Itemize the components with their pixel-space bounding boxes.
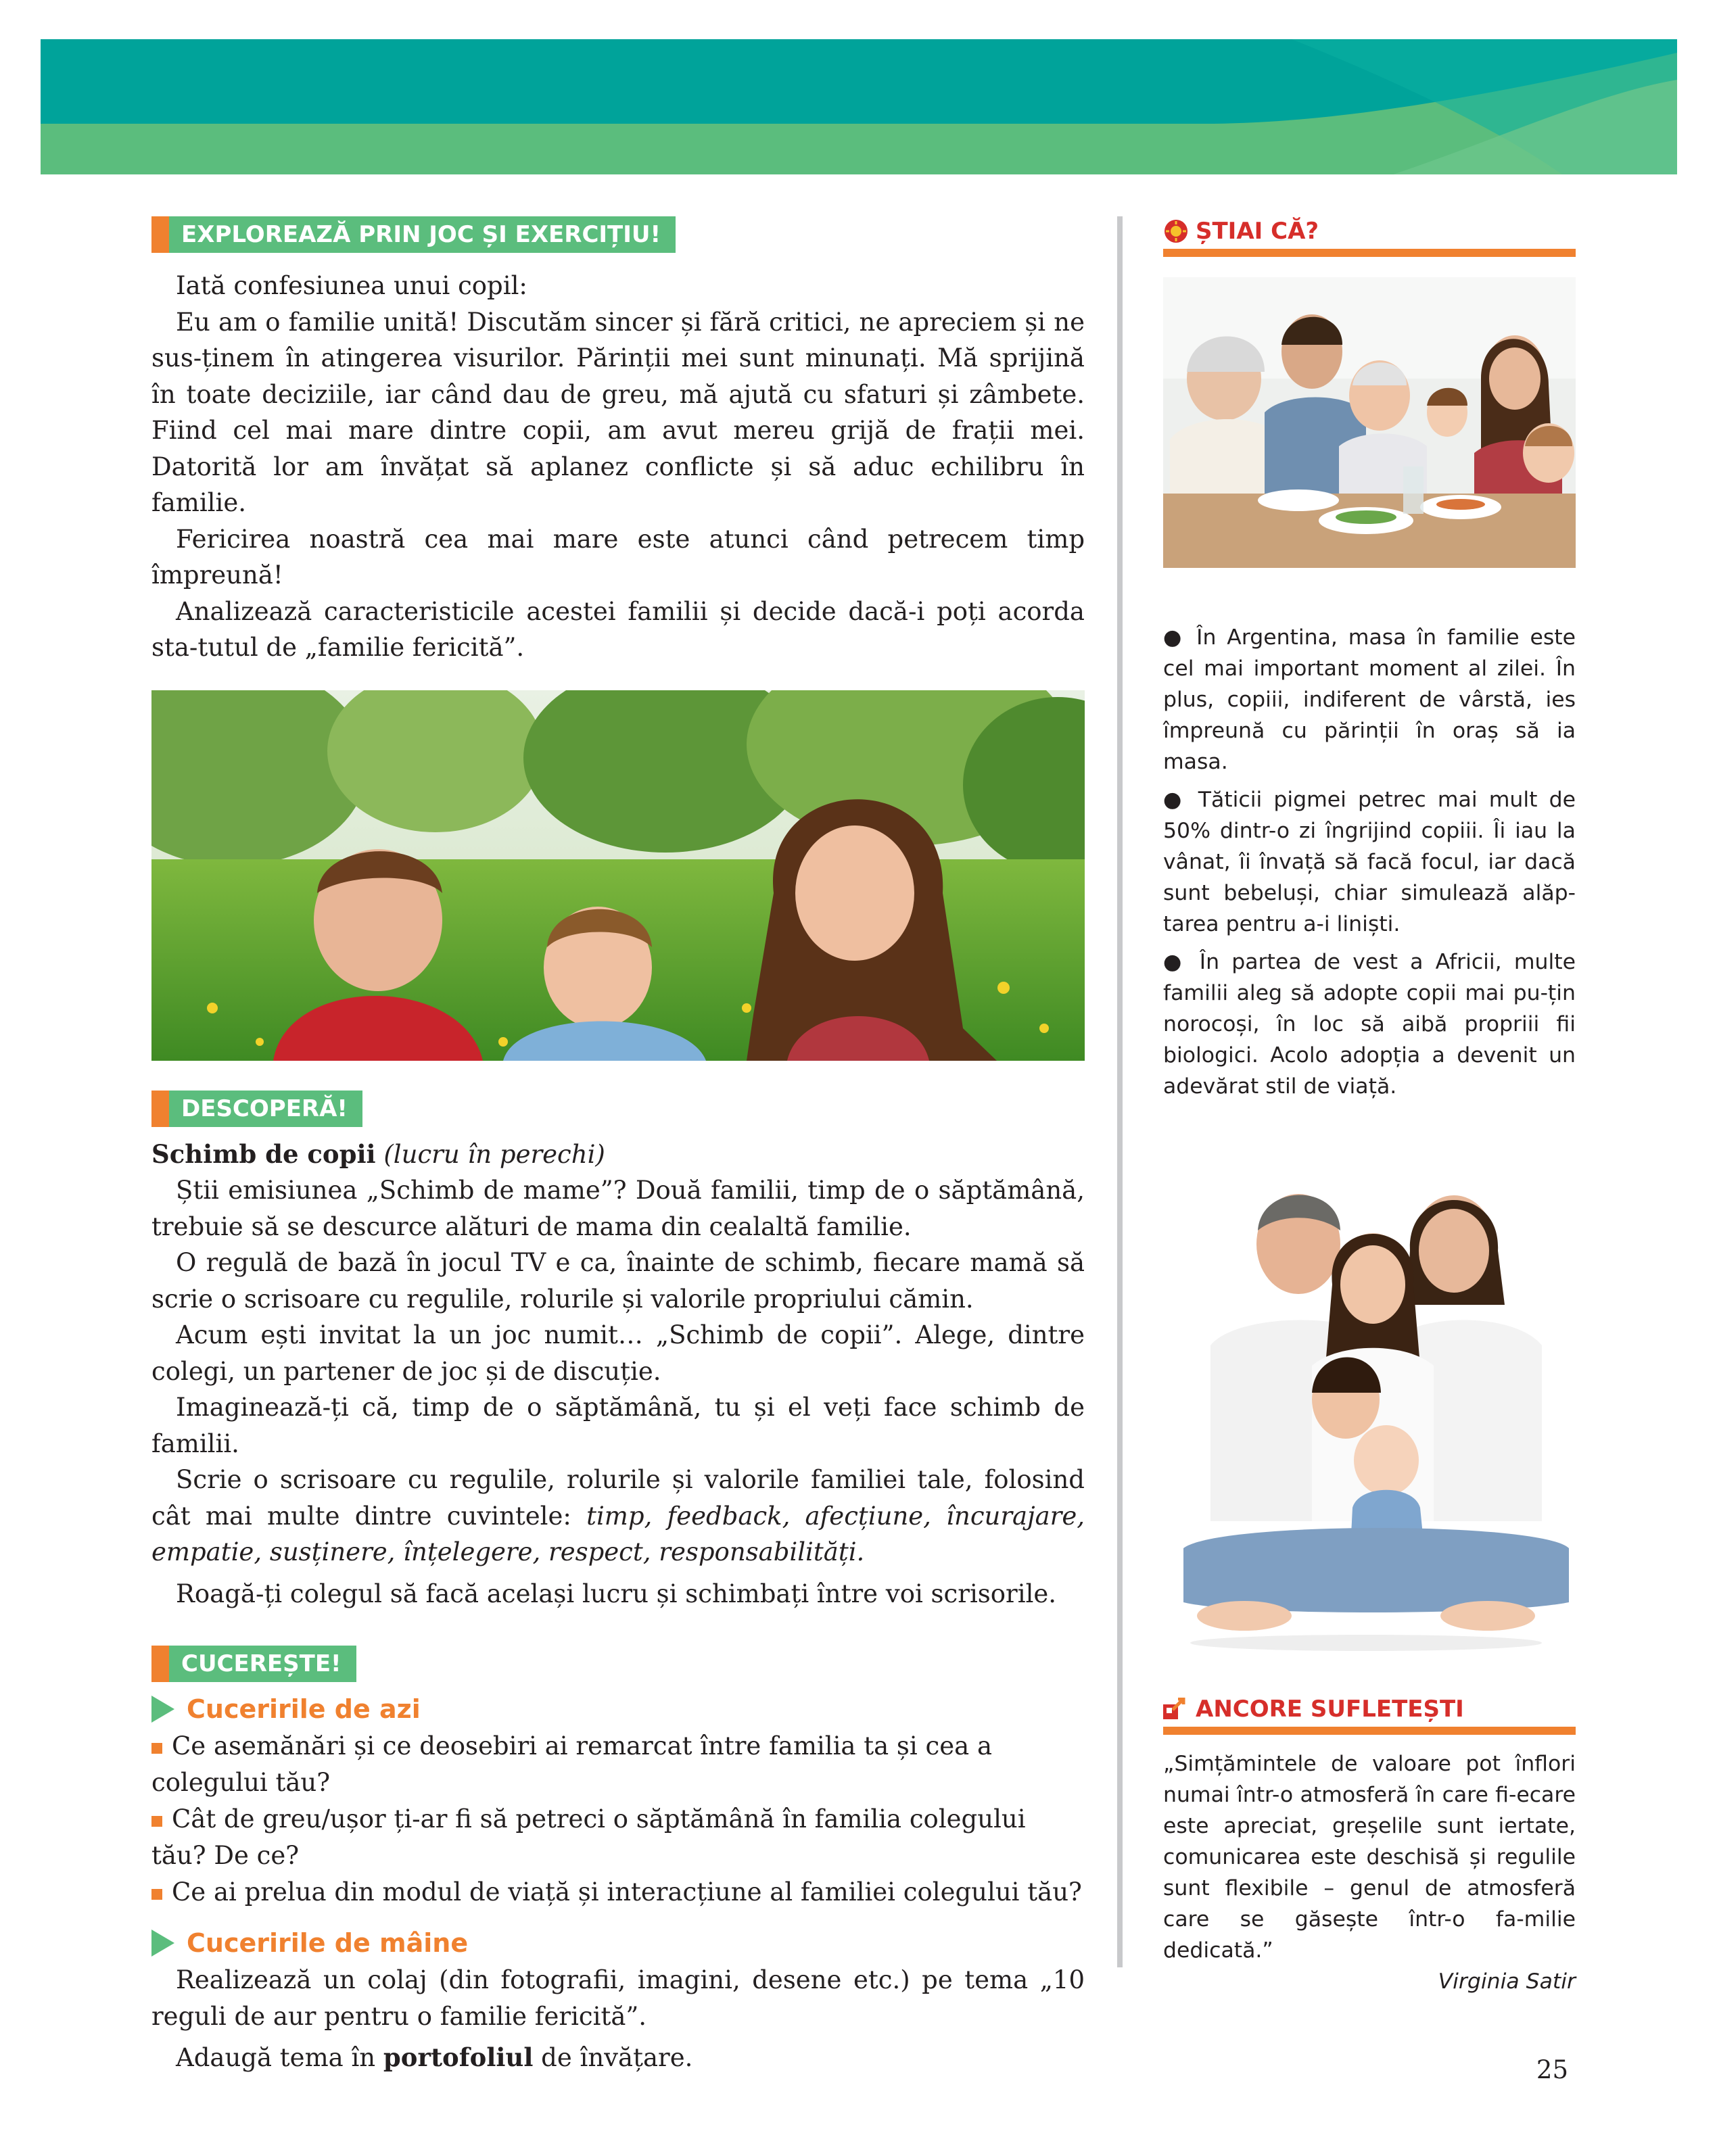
discover-title: Schimb de copii	[151, 1139, 376, 1169]
page-number: 25	[1536, 2055, 1568, 2084]
square-bullet-icon	[151, 1889, 162, 1900]
today-title: Cuceririle de azi	[187, 1694, 421, 1724]
portfolio-after: de învățare.	[533, 2043, 693, 2072]
did-you-know-title: ȘTIAI CĂ?	[1196, 218, 1319, 245]
family-portrait-photo	[1163, 1143, 1576, 1663]
did-you-know-heading	[1163, 216, 1576, 246]
discover-paragraph-2: O regulă de bază în jocul TV e ca, înainte de schimb, fiecare mamă să scrie o scrisoare cu regulile, rolurile și valorile propriului cămin.	[151, 1248, 1085, 1314]
discover-paragraph-1: Știi emisiunea „Schimb de mame”? Două familii, timp de o săptămână, trebuie să se descurce alături de mama din cealaltă familie.	[151, 1176, 1085, 1241]
tomorrow-title: Cuceririle de mâine	[187, 1928, 469, 1958]
discover-paragraph-4: Imaginează-ți că, timp de o săptămână, tu și el veți face schimb de familii.	[151, 1393, 1085, 1458]
today-item-3: Ce ai prelua din modul de viață și interacțiune al familiei colegului tău?	[172, 1877, 1082, 1907]
discover-keywords: timp, feedback, afecțiune, încurajare, empatie, susținere, înțelegere, respect, responsabilități.	[151, 1501, 1085, 1566]
discover-paragraph-3: Acum ești invitat la un joc numit… „Schimb de copii”. Alege, dintre colegi, un partener de joc și de discuție.	[151, 1320, 1085, 1386]
explore-intro: Iată confesiunea unui copil:	[176, 271, 527, 300]
did-you-know-rule	[1163, 249, 1576, 257]
conquer-label: CUCEREȘTE!	[151, 1646, 356, 1682]
anchors-title: ANCORE SUFLETEȘTI	[1196, 1696, 1464, 1723]
square-bullet-icon	[151, 1816, 162, 1827]
portfolio-word: portofoliul	[383, 2042, 534, 2072]
discover-subtitle: (lucru în perechi)	[383, 1139, 605, 1169]
main-column	[151, 216, 1085, 2076]
family-dinner-photo	[1163, 277, 1576, 568]
explore-label: EXPLOREAZĂ PRIN JOC ȘI EXERCIȚIU!	[151, 216, 676, 253]
anchors-rule	[1163, 1727, 1576, 1735]
triangle-icon	[151, 1930, 174, 1957]
anchors-heading	[1163, 1694, 1576, 1724]
sun-icon	[1163, 218, 1189, 244]
square-bullet-icon	[151, 1743, 162, 1754]
fact-west-africa: ● În partea de vest a Africii, multe familii aleg să adopte copii mai pu-țin norocoși, în loc să aibă propriii fii biologici. Acolo adopția a devenit un adevărat stil de viață.	[1163, 950, 1576, 1099]
discover-label: DESCOPERĂ!	[151, 1091, 362, 1127]
anchors-quote: „Simțămintele de valoare pot înflori numai într-o atmosferă în care fi-ecare este apreciat, greșelile sunt iertate, comunicarea este deschisă și regulile sunt flexibile – genul de atmosferă care se găsește într-o fa-milie dedicată.”	[1163, 1752, 1576, 1963]
tomorrow-heading	[151, 1924, 1085, 1962]
today-item-2: Cât de greu/ușor ți-ar fi să petreci o săptămână în familia colegului tău? De ce?	[151, 1804, 1026, 1870]
today-heading	[151, 1690, 1085, 1728]
child-confession: Eu am o familie unită! Discutăm sincer și fără critici, ne apreciem și ne sus-ținem în atingerea visurilor. Părinții mei sunt minunați. Mă sprijină în toate deciziile, iar când dau de greu, mă ajută cu sfaturi și zâmbete. Fiind cel mai mare dintre copii, am avut mereu grijă de frații mei. Datorită lor am învățat să aplanez conflicte și să aduc echilibru în familie.	[151, 307, 1085, 517]
anchor-arrows-icon	[1163, 1698, 1187, 1721]
kids-on-grass-photo	[151, 690, 1085, 1061]
portfolio-before: Adaugă tema în	[176, 2043, 383, 2072]
tomorrow-text: Realizează un colaj (din fotografii, imagini, desene etc.) pe tema „10 reguli de aur pentru o familie fericită”.	[151, 1965, 1085, 2031]
sidebar-column	[1163, 216, 1576, 1997]
triangle-icon	[151, 1696, 174, 1723]
quote-author: Virginia Satir	[1438, 1969, 1576, 1994]
column-divider	[1117, 216, 1123, 1967]
today-item-1: Ce asemănări și ce deosebiri ai remarcat între familia ta și cea a colegului tău?	[151, 1731, 993, 1797]
discover-paragraph-5: Scrie o scrisoare cu regulile, rolurile și valorile familiei tale, folosind cât mai multe dintre cuvintele:	[151, 1465, 1085, 1531]
fact-argentina: ● În Argentina, masa în familie este cel mai important moment al zilei. În plus, copiii, indiferent de vârstă, ies împreună cu părinții în oraș să ia masa.	[1163, 625, 1576, 774]
happiness-line: Fericirea noastră cea mai mare este atunci când petrecem timp împreună!	[151, 524, 1085, 590]
did-you-know-facts	[1163, 622, 1576, 1102]
header-band	[41, 39, 1677, 174]
fact-pygmies: ● Tăticii pigmei petrec mai mult de 50% dintr-o zi îngrijind copiii. Îi iau la vânat, îi învață să facă focul, iar dacă sunt bebeluși, chiar simulează alăp-tarea pentru a-i liniști.	[1163, 788, 1576, 936]
explore-task: Analizează caracteristicile acestei familii și decide dacă-i poți acorda sta-tutul de „familie fericită”.	[151, 596, 1085, 662]
discover-paragraph-6: Roagă-ți colegul să facă același lucru și schimbați între voi scrisorile.	[176, 1579, 1057, 1608]
